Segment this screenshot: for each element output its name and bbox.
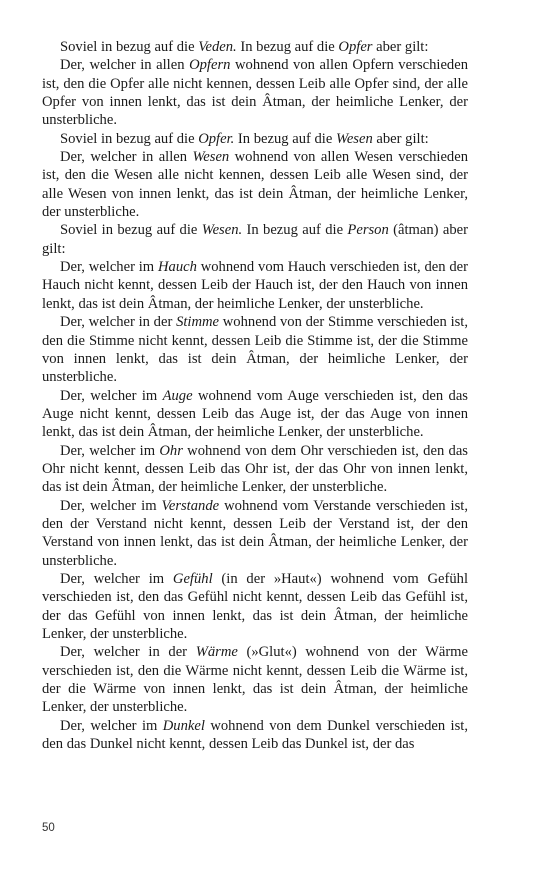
paragraph-hauch [42,258,468,313]
text-run: Der, welcher im [60,497,162,514]
text-run: Der, welcher im [60,717,163,734]
text-run: wohnend von der Stimme verschieden ist, den die Stimme nicht kennt, dessen Leib die Stimme ist, der die Stimme von innen lenkt, das ist dein Âtman, der heimliche Lenker, der unsterbliche. [42,314,469,386]
emphasized-term: Wesen [336,130,373,147]
emphasized-term: Stimme [176,314,220,331]
paragraph-veden-opfer [42,38,468,56]
text-run: Der, welcher im [60,442,160,459]
emphasized-term: Hauch [157,259,197,276]
text-run: Der, welcher in der [60,644,196,661]
text-run: wohnend vom Hauch verschieden ist, den der Hauch nicht kennt, dessen Leib der Hauch ist, der den Hauch von innen lenkt, das ist dein Âtman, der heimliche Lenker, der unsterbliche. [42,259,468,312]
text-run: wohnend vom Verstande verschieden ist, den der Verstand nicht kennt, dessen Leib der Verstand ist, der den Verstand von innen lenkt, das ist dein Âtman, der heimliche Lenker, der unsterbliche. [42,497,468,569]
text-run: Der, welcher in allen [60,149,193,166]
text-run: aber gilt: [372,130,429,147]
text-run: (»Glut«) wohnend von der Wärme verschieden ist, den die Wärme nicht kennt, dessen Leib die Wärme ist, der die Wärme von innen lenkt, das ist dein Âtman, der heimliche Lenker, der unsterbliche. [42,644,469,716]
emphasized-term: Ohr [159,442,183,459]
text-run: wohnend vom Auge verschieden ist, den das Auge nicht kennt, dessen Leib das Auge ist, der das Auge von innen lenkt, das ist dein Âtman, der heimliche Lenker, der unsterbliche. [42,387,468,441]
paragraph-ohr [42,442,468,497]
paragraph-gefuehl [42,570,468,643]
emphasized-term: Gefühl [172,570,213,587]
emphasized-term: Veden. [198,39,237,55]
text-run: In bezug auf die [236,39,339,55]
emphasized-term: Wärme [195,644,238,661]
paragraph-auge [42,387,468,442]
text-run: Der, welcher im [60,570,173,587]
text-run: Soviel in bezug auf die [60,222,202,239]
paragraph-opfer [42,56,468,129]
text-run: wohnend von allen Opfern verschieden ist, den die Opfer alle nicht kennen, dessen Leib alle Opfer sind, der alle Opfer von innen lenkt, das ist dein Âtman, der heimliche Lenker, der unsterbliche. [42,57,469,129]
text-run: Der, welcher im [60,387,163,404]
text-run: In bezug auf die [242,222,348,239]
emphasized-term: Auge [162,387,193,404]
text-run: Soviel in bezug auf die [60,130,199,147]
page-number: 50 [42,822,55,834]
emphasized-term: Wesen [192,149,230,166]
emphasized-term: Verstande [161,497,220,514]
paragraph-waerme [42,643,468,716]
paragraph-dunkel [42,717,468,754]
emphasized-term: Person [347,222,389,239]
paragraph-wesen [42,148,468,221]
emphasized-term: Wesen. [201,222,243,239]
paragraph-stimme [42,313,468,386]
text-run: (âtman) aber gilt: [42,222,468,257]
text-run: Der, welcher im [60,259,158,276]
text-run: (in der »Haut«) wohnend vom Gefühl verschieden ist, den das Gefühl nicht kennt, dessen Leib das Gefühl ist, der das Gefühl von innen lenkt, das ist dein Âtman, der heimliche Lenker, der unsterbliche. [42,570,469,642]
emphasized-term: Opfer. [198,130,235,147]
paragraph-opfer-wesen [42,130,468,148]
emphasized-term: Opfer [338,39,373,55]
paragraph-verstand [42,497,468,570]
paragraph-wesen-person [42,221,468,258]
text-run: Der, welcher in allen [60,57,190,74]
text-run: Soviel in bezug auf die [60,39,199,55]
text-run: aber gilt: [372,39,429,55]
text-run: wohnend von allen Wesen verschieden ist, den die Wesen alle nicht kennen, dessen Leib alle Wesen sind, der alle Wesen von innen lenkt, das ist dein Âtman, der heimliche Lenker, der unsterbliche. [42,149,468,221]
emphasized-term: Opfern [189,57,231,74]
text-run: wohnend von dem Dunkel verschieden ist, den das Dunkel nicht kennt, dessen Leib das Dunkel ist, der das [42,717,468,753]
text-run: In bezug auf die [234,130,336,147]
emphasized-term: Dunkel [162,717,205,734]
text-run: Der, welcher in der [60,314,177,331]
text-run: wohnend von dem Ohr verschieden ist, den das Ohr nicht kennt, dessen Leib das Ohr ist, der das Ohr von innen lenkt, das ist dein Âtman, der heimliche Lenker, der unsterbliche. [42,442,468,496]
page-body [42,38,468,753]
